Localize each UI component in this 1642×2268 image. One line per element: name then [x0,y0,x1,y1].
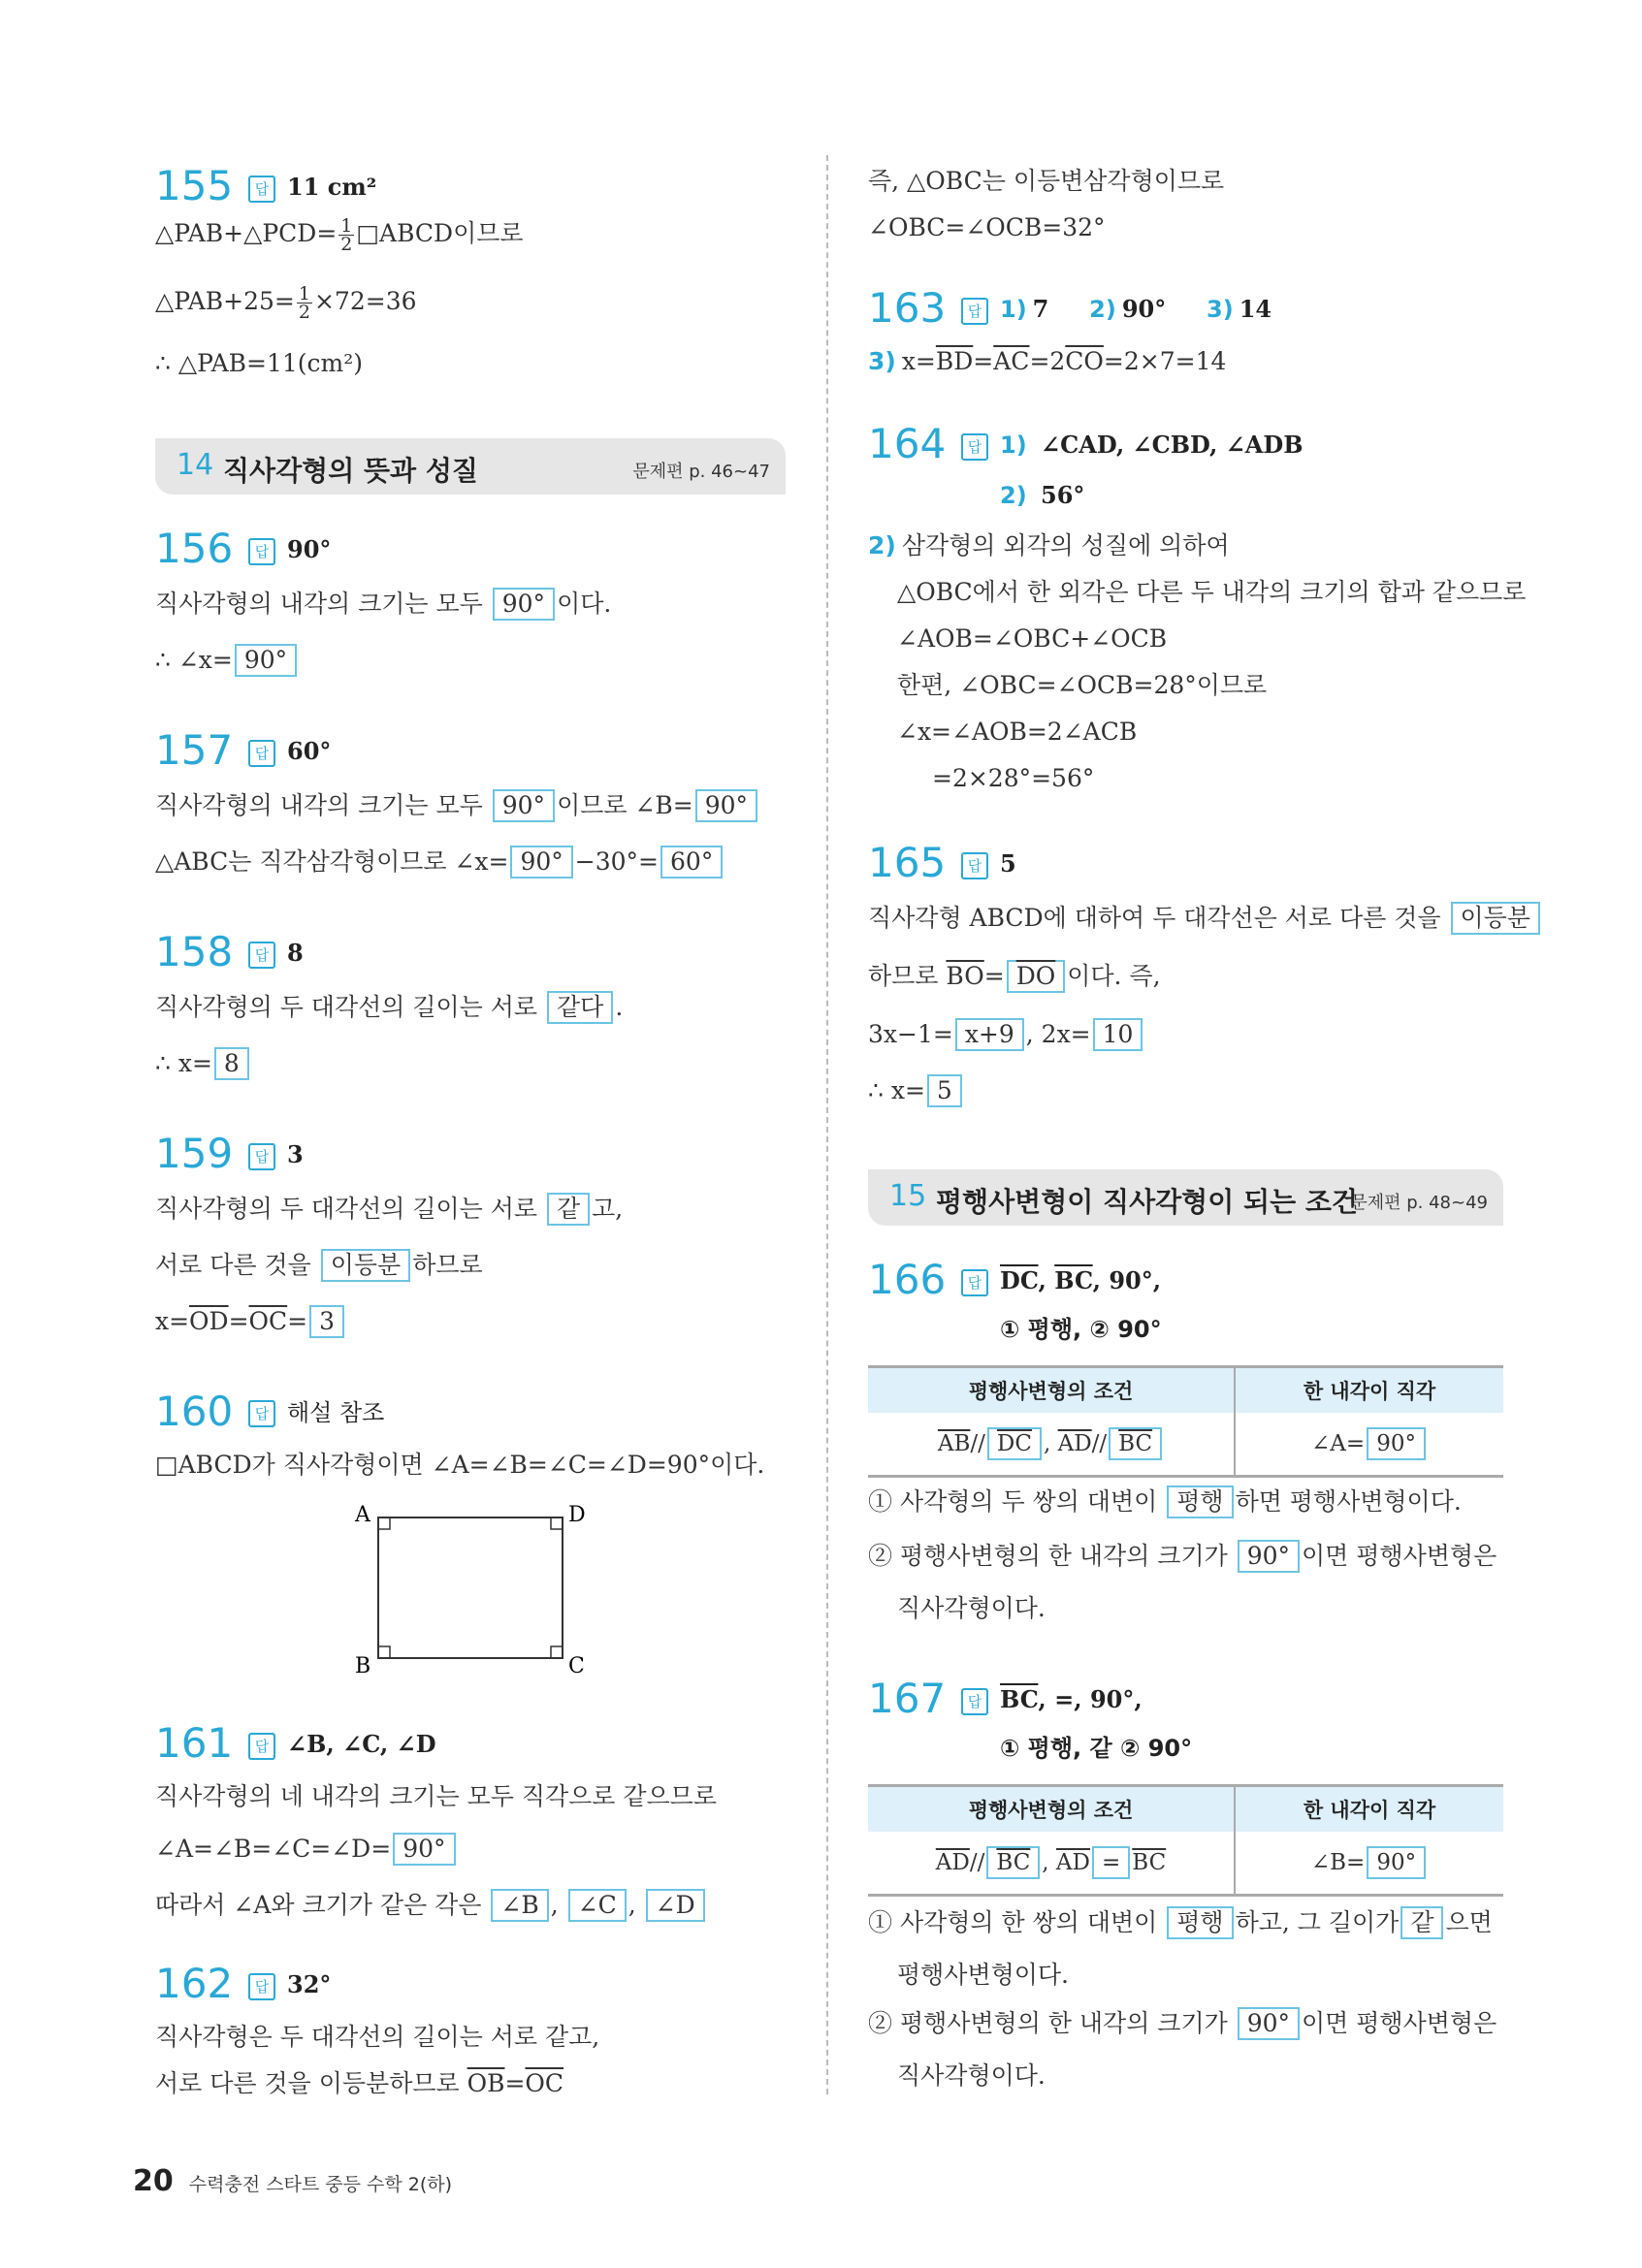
answer: ① 평행, ② 90° [1000,1316,1162,1343]
solution-line: =2×28°=56° [932,764,1095,792]
text: . [615,993,624,1021]
answer [248,735,331,768]
text: , [1038,1266,1055,1294]
answer-text: 해설 참조 [287,1399,385,1426]
text: △ABC는 직각삼각형이므로 ∠x= [155,847,509,876]
answer-box: 8 [214,1047,249,1080]
section-number: 14 [177,448,214,482]
rectangle-diagram [349,1498,586,1682]
answer-box: 3 [309,1305,344,1338]
answer-box: ∠B [491,1889,548,1922]
solution-line [868,2007,1497,2040]
solution-line: △OBC에서 한 외각은 다른 두 내각의 크기의 합과 같으므로 [897,578,1527,606]
answer-box: 5 [927,1074,962,1107]
text: ∴ x= [868,1076,925,1104]
text: 이다. 즉, [1067,962,1161,990]
text: 따라서 ∠A와 크기가 같은 각은 [155,1891,482,1919]
text: ∴ x= [155,1049,212,1077]
answer [961,847,1016,880]
answer-box: 90° [1367,1846,1426,1879]
answer-badge: 답 [248,1973,275,2000]
text: = [504,2069,526,2097]
text: 고, [592,1195,624,1223]
segment: $\overline{CO}$ [1065,347,1104,375]
text: 3x−1= [868,1020,953,1048]
table-cell [1235,1413,1503,1477]
right-angle-mark [378,1646,390,1658]
solution-line [155,1305,346,1338]
answer-box: 평행 [1167,1906,1233,1939]
sub-label: 2) [1089,296,1116,323]
text: 직사각형의 내각의 크기는 모두 [155,590,483,618]
segment: $\overline{BC}$ [1054,1266,1093,1294]
answer-box: 90° [1238,2007,1300,2040]
answer-box: $\overline{BC}$ [1109,1427,1162,1460]
text: = [973,347,994,375]
answer [961,293,1272,326]
answer [961,429,1304,462]
problem-number: 161 [155,1719,234,1767]
answer-badge: 답 [248,740,275,767]
table-cell [868,1832,1235,1896]
sub-label: 3) [868,347,896,375]
text: , [628,1891,636,1919]
solution-line [868,902,1542,935]
table-header: 평행사변형의 조건 [868,1786,1235,1833]
segment: $\overline{OC}$ [248,1307,288,1335]
rectangle-abcd [378,1517,563,1658]
problem-number: 164 [868,420,947,467]
segment: $\overline{BC}$ [1000,1685,1039,1713]
segment: $\overline{AC}$ [993,347,1030,375]
condition-table [868,1784,1503,1897]
segment: $\overline{AD}$ [1057,1431,1092,1456]
text: 하므로 [868,962,947,990]
answer-box: $\overline{BC}$ [986,1846,1040,1879]
answer-text: 14 [1239,295,1272,323]
answer-text: 60° [287,737,332,765]
vertex-label-c: C [568,1654,585,1678]
answer-text: ∠B, ∠C, ∠D [287,1730,436,1758]
text: , 2x= [1025,1020,1091,1048]
answer-badge: 답 [248,1400,275,1427]
vertex-label-a: A [355,1503,370,1527]
text: △PAB+25= [155,287,295,315]
solution-line [155,1047,251,1080]
answer [248,533,331,566]
problem-number: 158 [155,928,234,975]
text: // [1091,1431,1108,1456]
table-header: 평행사변형의 조건 [868,1367,1235,1414]
answer [961,1264,1161,1297]
text: x= [901,347,936,375]
numerator: 1 [340,215,353,237]
answer [248,1728,436,1761]
page-footer [133,2164,452,2198]
text: =2 [1029,347,1066,375]
fraction [338,217,354,253]
problem-number: 155 [155,162,234,209]
fraction [297,285,312,321]
answer [1000,479,1084,512]
denominator: 2 [298,302,310,323]
answer-box: 같다 [547,991,613,1024]
answer-box: x+9 [955,1018,1024,1051]
problem-number: 157 [155,726,234,774]
sub-label: 1) [1000,296,1027,323]
segment: $\overline{OD}$ [189,1307,229,1335]
text: , [1042,1850,1056,1875]
answer [248,1396,384,1429]
solution-line: 즉, △OBC는 이등변삼각형이므로 [868,167,1225,195]
answer [248,937,304,970]
text: , [1043,1431,1058,1456]
answer-badge: 답 [961,1269,988,1296]
answer-box: 90° [510,846,572,878]
text: = [983,962,1005,990]
answer-text: ∠CAD, ∠CBD, ∠ADB [1041,431,1304,459]
problem-number: 162 [155,1960,234,2007]
answer-badge: 답 [248,1143,275,1170]
table-cell [868,1413,1235,1477]
answer [961,1683,1143,1716]
page-number: 20 [133,2164,174,2198]
solution-line [155,1833,458,1866]
answer-box: 10 [1093,1018,1143,1051]
text: △PAB+△PCD= [155,219,338,247]
answer-box: 90° [493,588,555,621]
text: □ABCD이므로 [356,219,524,247]
text: ① 사각형의 한 쌍의 대변이 [868,1908,1158,1936]
answer-box: $\overline{DC}$ [987,1427,1042,1460]
sub-label: 2) [1000,482,1027,509]
text: 이다. [557,590,612,618]
answer [248,1968,331,2001]
text: 삼각형의 외각의 성질에 의하여 [901,531,1230,559]
text: 직사각형의 내각의 크기는 모두 [155,791,483,819]
answer-box: 90° [1367,1427,1426,1460]
solution-line [155,2067,563,2100]
vertex-label-d: D [568,1503,586,1527]
segment: $\overline{AB}$ [937,1431,971,1456]
solution-line [155,789,759,822]
answer-text: , 90°, [1092,1266,1162,1294]
book-title: 수력충전 스타트 중등 수학 2(하) [188,2174,453,2195]
answer-text: 5 [1000,849,1016,878]
problem-number: 165 [868,839,947,886]
answer-text: 7 [1032,295,1049,323]
answer-box: 60° [660,846,723,878]
text: 직사각형의 두 대각선의 길이는 서로 [155,993,538,1021]
section-banner [868,1169,1503,1226]
problem-number: 160 [155,1388,234,1435]
answer-box: ∠C [568,1889,627,1922]
answer-box: 이등분 [1451,902,1540,935]
solution-line: ∠x=∠AOB=2∠ACB [897,718,1138,746]
text: ∴ ∠x= [155,646,233,674]
answer-text: 8 [287,939,304,967]
solution-line: 평행사변형이다. [897,1961,1069,1989]
answer-text: 90° [287,535,332,563]
text: // [970,1431,985,1456]
denominator: 2 [340,234,353,255]
answer-box: 90° [235,644,297,677]
section-number: 15 [889,1179,927,1213]
section-page-ref: 문제편 p. 46~47 [632,462,770,482]
solution-line [155,846,724,878]
answer-badge: 답 [248,538,275,565]
answer-box: 같 [547,1193,590,1226]
text: 서로 다른 것을 [155,1251,311,1279]
text: ∠A=∠B=∠C=∠D= [155,1835,392,1863]
sub-label: 3) [1207,296,1234,323]
right-angle-mark [551,1646,563,1658]
text: ② 평행사변형의 한 내각의 크기가 [868,2009,1228,2037]
text: ② 평행사변형의 한 내각의 크기가 [868,1542,1228,1570]
solution-line [868,1485,1462,1518]
solution-line [155,285,417,321]
solution-line [155,991,623,1024]
answer: ① 평행, 같 ② 90° [1000,1735,1193,1762]
segment: $\overline{OC}$ [525,2069,564,2097]
answer-box: = [1092,1846,1130,1879]
answer-box: ∠D [646,1889,705,1922]
text: 하면 평행사변형이다. [1235,1487,1462,1516]
text: ×72=36 [313,287,417,315]
solution-line [155,1889,707,1922]
answer-text: , =, 90°, [1038,1685,1143,1713]
solution-line: □ABCD가 직사각형이면 ∠A=∠B=∠C=∠D=90°이다. [155,1451,765,1479]
answer-text: 32° [287,1970,332,1998]
solution-line: 직사각형의 네 내각의 크기는 모두 직각으로 같으므로 [155,1782,717,1810]
solution-line [155,217,524,253]
solution-line [868,345,1226,378]
text: 서로 다른 것을 이등분하므로 [155,2069,467,2097]
answer-text: 56° [1041,481,1085,509]
answer-badge: 답 [248,942,275,969]
sub-label: 1) [1000,431,1027,459]
answer-box: 평행 [1167,1485,1233,1518]
solution-line: ∴ △PAB=11(cm²) [155,349,364,377]
text: x= [155,1307,190,1335]
numerator: 1 [298,283,310,304]
solution-line [868,1018,1144,1051]
segment: $\overline{AD}$ [1055,1850,1090,1875]
problem-number: 159 [155,1130,234,1177]
solution-line [868,960,1161,993]
solution-line: 직사각형이다. [897,1594,1046,1622]
right-angle-mark [551,1517,563,1529]
section-page-ref: 문제편 p. 48~49 [1350,1193,1488,1213]
text: 하고, 그 길이가 [1235,1908,1400,1936]
table-header: 한 내각이 직각 [1235,1367,1503,1414]
text: 으면 [1445,1908,1493,1936]
text: = [228,1307,249,1335]
problem-number: 156 [155,525,234,572]
answer-badge: 답 [961,852,988,879]
answer-box: 90° [695,789,757,822]
answer-box: 90° [1238,1540,1300,1573]
answer [248,1138,304,1171]
solution-line [868,1540,1497,1573]
solution-line [155,588,611,621]
solution-line [155,1193,623,1226]
solution-line: 직사각형은 두 대각선의 길이는 서로 같고, [155,2023,600,2051]
text: ① 사각형의 두 쌍의 대변이 [868,1487,1158,1516]
answer-badge: 답 [248,176,275,203]
solution-line: 직사각형이다. [897,2061,1046,2090]
text: ∠A= [1311,1431,1366,1456]
segment: $\overline{BO}$ [946,962,984,990]
problem-number: 167 [868,1675,947,1722]
answer-box: $\overline{DO}$ [1007,960,1066,993]
text: 직사각형 ABCD에 대하여 두 대각선은 서로 다른 것을 [868,904,1441,932]
text: 하므로 [412,1251,483,1279]
answer-badge: 답 [248,1733,275,1760]
answer-box: 이등분 [321,1249,410,1282]
text: ∠B= [1310,1850,1366,1875]
solution-line [868,529,1230,562]
text: , [550,1891,559,1919]
answer [248,171,376,204]
text: 이면 평행사변형은 [1302,2009,1497,2037]
text: 이므로 ∠B= [557,791,693,819]
answer-box: 90° [393,1833,455,1866]
table-header: 한 내각이 직각 [1235,1786,1503,1833]
solution-line: ∠AOB=∠OBC+∠OCB [897,624,1168,653]
answer-text: 3 [287,1140,304,1168]
text: =2×7=14 [1103,347,1227,375]
answer-badge: 답 [961,298,988,325]
text: −30°= [574,847,660,876]
right-angle-mark [378,1517,390,1529]
section-title: 직사각형의 뜻과 성질 [223,455,478,487]
problem-number: 163 [868,284,947,332]
answer-text: 90° [1121,295,1167,323]
solution-line: ∠OBC=∠OCB=32° [868,213,1106,241]
segment: $\overline{AD}$ [935,1850,970,1875]
answer-box: 같 [1401,1906,1443,1939]
problem-number: 166 [868,1256,947,1303]
solution-line [155,1249,483,1282]
column-divider [826,155,828,2094]
answer-box: 90° [493,789,555,822]
text: 이면 평행사변형은 [1302,1542,1497,1570]
text: 직사각형의 두 대각선의 길이는 서로 [155,1195,538,1223]
solution-line [868,1906,1493,1939]
table-cell [1235,1832,1503,1896]
segment: $\overline{OB}$ [467,2069,505,2097]
condition-table [868,1365,1503,1478]
solution-line [155,644,299,677]
segment: $\overline{BD}$ [935,347,974,375]
vertex-label-b: B [355,1654,371,1678]
segment: $\overline{BC}$ [1132,1850,1167,1875]
answer-badge: 답 [961,433,988,461]
solution-line [868,1074,964,1107]
section-title: 평행사변형이 직사각형이 되는 조건 [936,1186,1358,1218]
text: = [287,1307,308,1335]
solution-line: 한편, ∠OBC=∠OCB=28°이므로 [897,671,1268,699]
text: // [969,1850,985,1875]
segment: $\overline{DC}$ [1000,1266,1039,1294]
answer-text: 11 cm² [287,173,377,201]
answer-badge: 답 [961,1688,988,1715]
section-banner [155,438,786,495]
sub-label: 2) [868,531,896,559]
